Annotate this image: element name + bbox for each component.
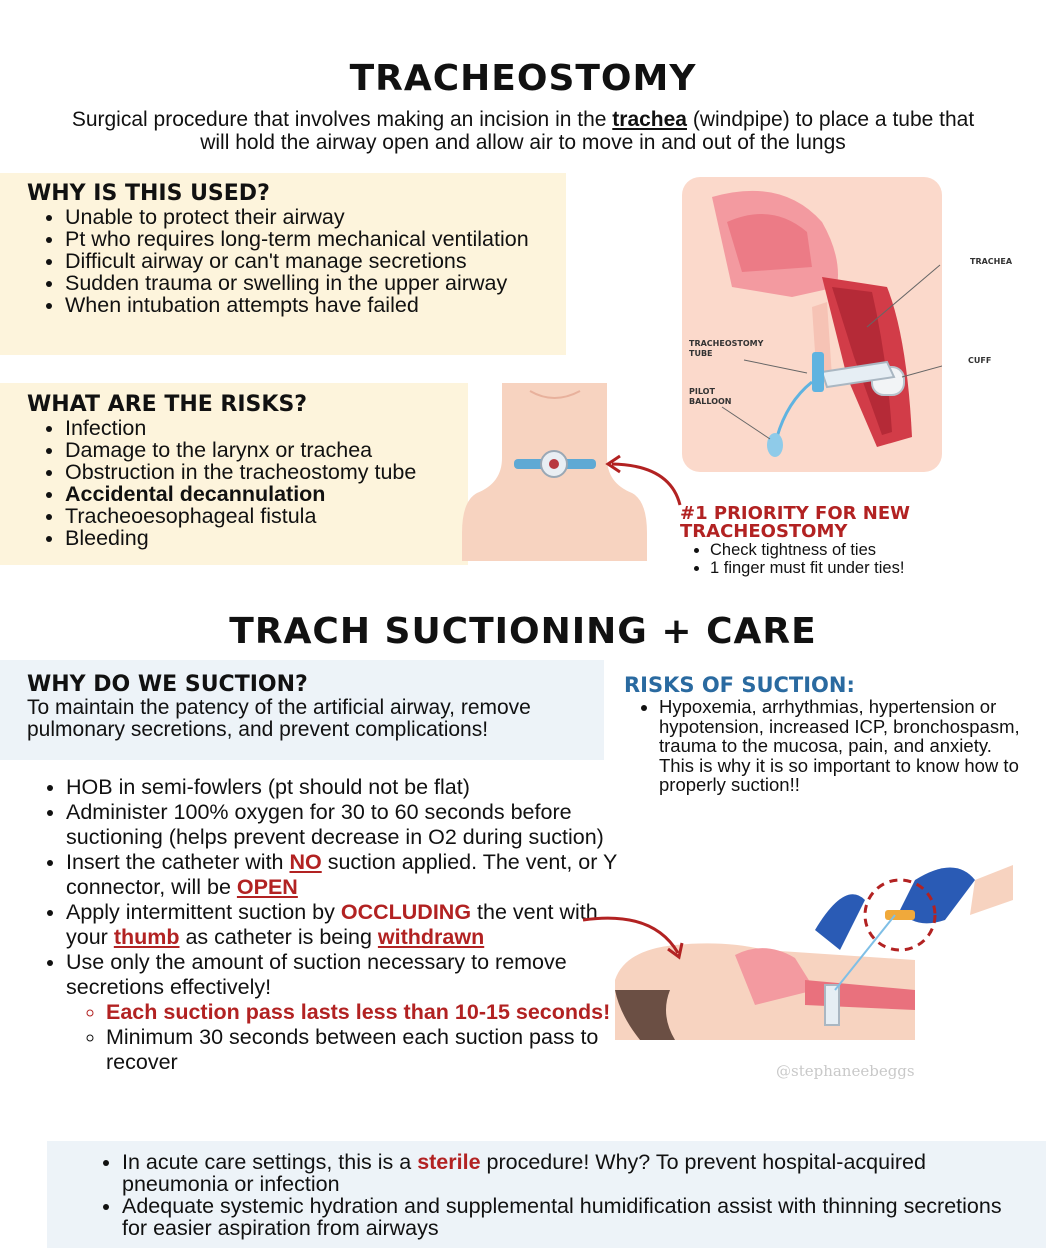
- step-4: [66, 900, 620, 950]
- label-pilot-line2: BALLOON: [689, 397, 732, 406]
- label-cuff: CUFF: [968, 356, 992, 365]
- priority-line2: TRACHEOSTOMY: [680, 521, 848, 542]
- priority-list: [680, 541, 1010, 577]
- why-used-item: • Difficult airway or can't manage secretions: [65, 250, 566, 272]
- risk-item: • Bleeding: [65, 527, 468, 549]
- bottom-1-b: procedure! Why? To prevent hospital-acquired pneumonia or infection: [122, 1150, 926, 1196]
- bottom-item-1: [122, 1151, 1002, 1195]
- why-used-list: [27, 206, 566, 316]
- bottom-item-2: • Adequate systemic hydration and supplemental humidification assist with thinning secretions for easier aspiration from airways: [122, 1195, 1002, 1239]
- label-tube-line2: TUBE: [689, 349, 713, 358]
- why-used-item: • Sudden trauma or swelling in the upper airway: [65, 272, 566, 294]
- why-suction-text: To maintain the patency of the artificial airway, remove pulmonary secretions, and prevent complications!: [27, 696, 531, 741]
- priority-item: • Check tightness of ties: [710, 541, 1010, 559]
- step-4-a: Apply intermittent suction by: [66, 900, 341, 924]
- why-used-heading: WHY IS THIS USED?: [27, 181, 270, 206]
- risks-suction-item: • Hypoxemia, arrhythmias, hypertension or hypotension, increased ICP, bronchospasm, trauma to the mucosa, pain, and anxiety. This is why it is so important to know how to properly suction!!: [659, 697, 1024, 795]
- why-used-item: • Unable to protect their airway: [65, 206, 566, 228]
- intro-part2: (windpipe) to place a tube that will hold the airway open and allow air to move in and out of the lungs: [200, 108, 975, 154]
- priority-block: [680, 505, 1010, 577]
- risks-list: [27, 417, 468, 549]
- risk-item: • Damage to the larynx or trachea: [65, 439, 468, 461]
- step-3: [66, 850, 620, 900]
- risks-heading: WHAT ARE THE RISKS?: [27, 392, 308, 417]
- why-used-item: • When intubation attempts have failed: [65, 294, 566, 316]
- label-pilot-balloon: [689, 387, 732, 407]
- bottom-1-sterile: sterile: [417, 1150, 481, 1174]
- step-3-a: Insert the catheter with: [66, 850, 290, 874]
- watermark: @stephaneebeggs: [776, 1062, 915, 1080]
- bottom-box: [47, 1141, 1046, 1248]
- section-title: TRACH SUCTIONING + CARE: [229, 611, 817, 652]
- step-1: • HOB in semi-fowlers (pt should not be flat): [66, 775, 620, 800]
- step-5: [66, 950, 620, 1075]
- substep-2: ◦ Minimum 30 seconds between each suction pass to recover: [106, 1025, 620, 1075]
- why-suction-box: [0, 660, 604, 760]
- risk-item: • Tracheoesophageal fistula: [65, 505, 468, 527]
- intro-text: [60, 108, 986, 154]
- step-4-c: as catheter is being: [179, 925, 378, 949]
- label-trachea: TRACHEA: [970, 257, 1013, 266]
- substep-1: ◦ Each suction pass lasts less than 10-15 seconds!: [106, 1000, 620, 1025]
- trachea-diagram: [672, 177, 942, 472]
- step-4-b: the vent with your: [66, 900, 598, 949]
- step-3-b: suction applied. The vent, or Y connector, will be: [66, 850, 617, 899]
- step-4-thumb: thumb: [113, 925, 180, 949]
- risk-item: • Obstruction in the tracheostomy tube: [65, 461, 468, 483]
- risk-item: • Infection: [65, 417, 468, 439]
- page-title: TRACHEOSTOMY: [349, 58, 697, 99]
- risk-item: • Accidental decannulation: [65, 483, 468, 505]
- priority-line1: #1 PRIORITY FOR NEW: [680, 503, 911, 524]
- risks-box: [0, 383, 468, 565]
- step-3-no: NO: [289, 850, 322, 874]
- risks-suction-block: [624, 673, 1024, 795]
- risks-suction-heading: RISKS OF SUCTION:: [624, 673, 855, 697]
- step-2: • Administer 100% oxygen for 30 to 60 seconds before suctioning (helps prevent decrease in O2 during suction): [66, 800, 620, 850]
- step-5-text: Use only the amount of suction necessary to remove secretions effectively!: [66, 950, 567, 999]
- label-tracheostomy-tube: [689, 339, 763, 359]
- suction-steps: [28, 775, 620, 1075]
- label-pilot-line1: PILOT: [689, 387, 715, 396]
- step-4-occluding: OCCLUDING: [340, 900, 472, 924]
- label-tube-line1: TRACHEOSTOMY: [689, 339, 764, 348]
- why-used-box: [0, 173, 566, 355]
- step-3-open: OPEN: [236, 875, 298, 899]
- priority-item: • 1 finger must fit under ties!: [710, 559, 1010, 577]
- why-used-item: • Pt who requires long-term mechanical ventilation: [65, 228, 566, 250]
- step-4-withdrawn: withdrawn: [377, 925, 485, 949]
- intro-part1: Surgical procedure that involves making an incision in the: [71, 108, 613, 131]
- bottom-1-a: In acute care settings, this is a: [122, 1150, 418, 1174]
- intro-term: trachea: [612, 108, 687, 131]
- arrow-to-suction-icon: [578, 905, 688, 965]
- why-suction-heading: WHY DO WE SUCTION?: [27, 672, 308, 697]
- risks-suction-list: [624, 697, 1024, 795]
